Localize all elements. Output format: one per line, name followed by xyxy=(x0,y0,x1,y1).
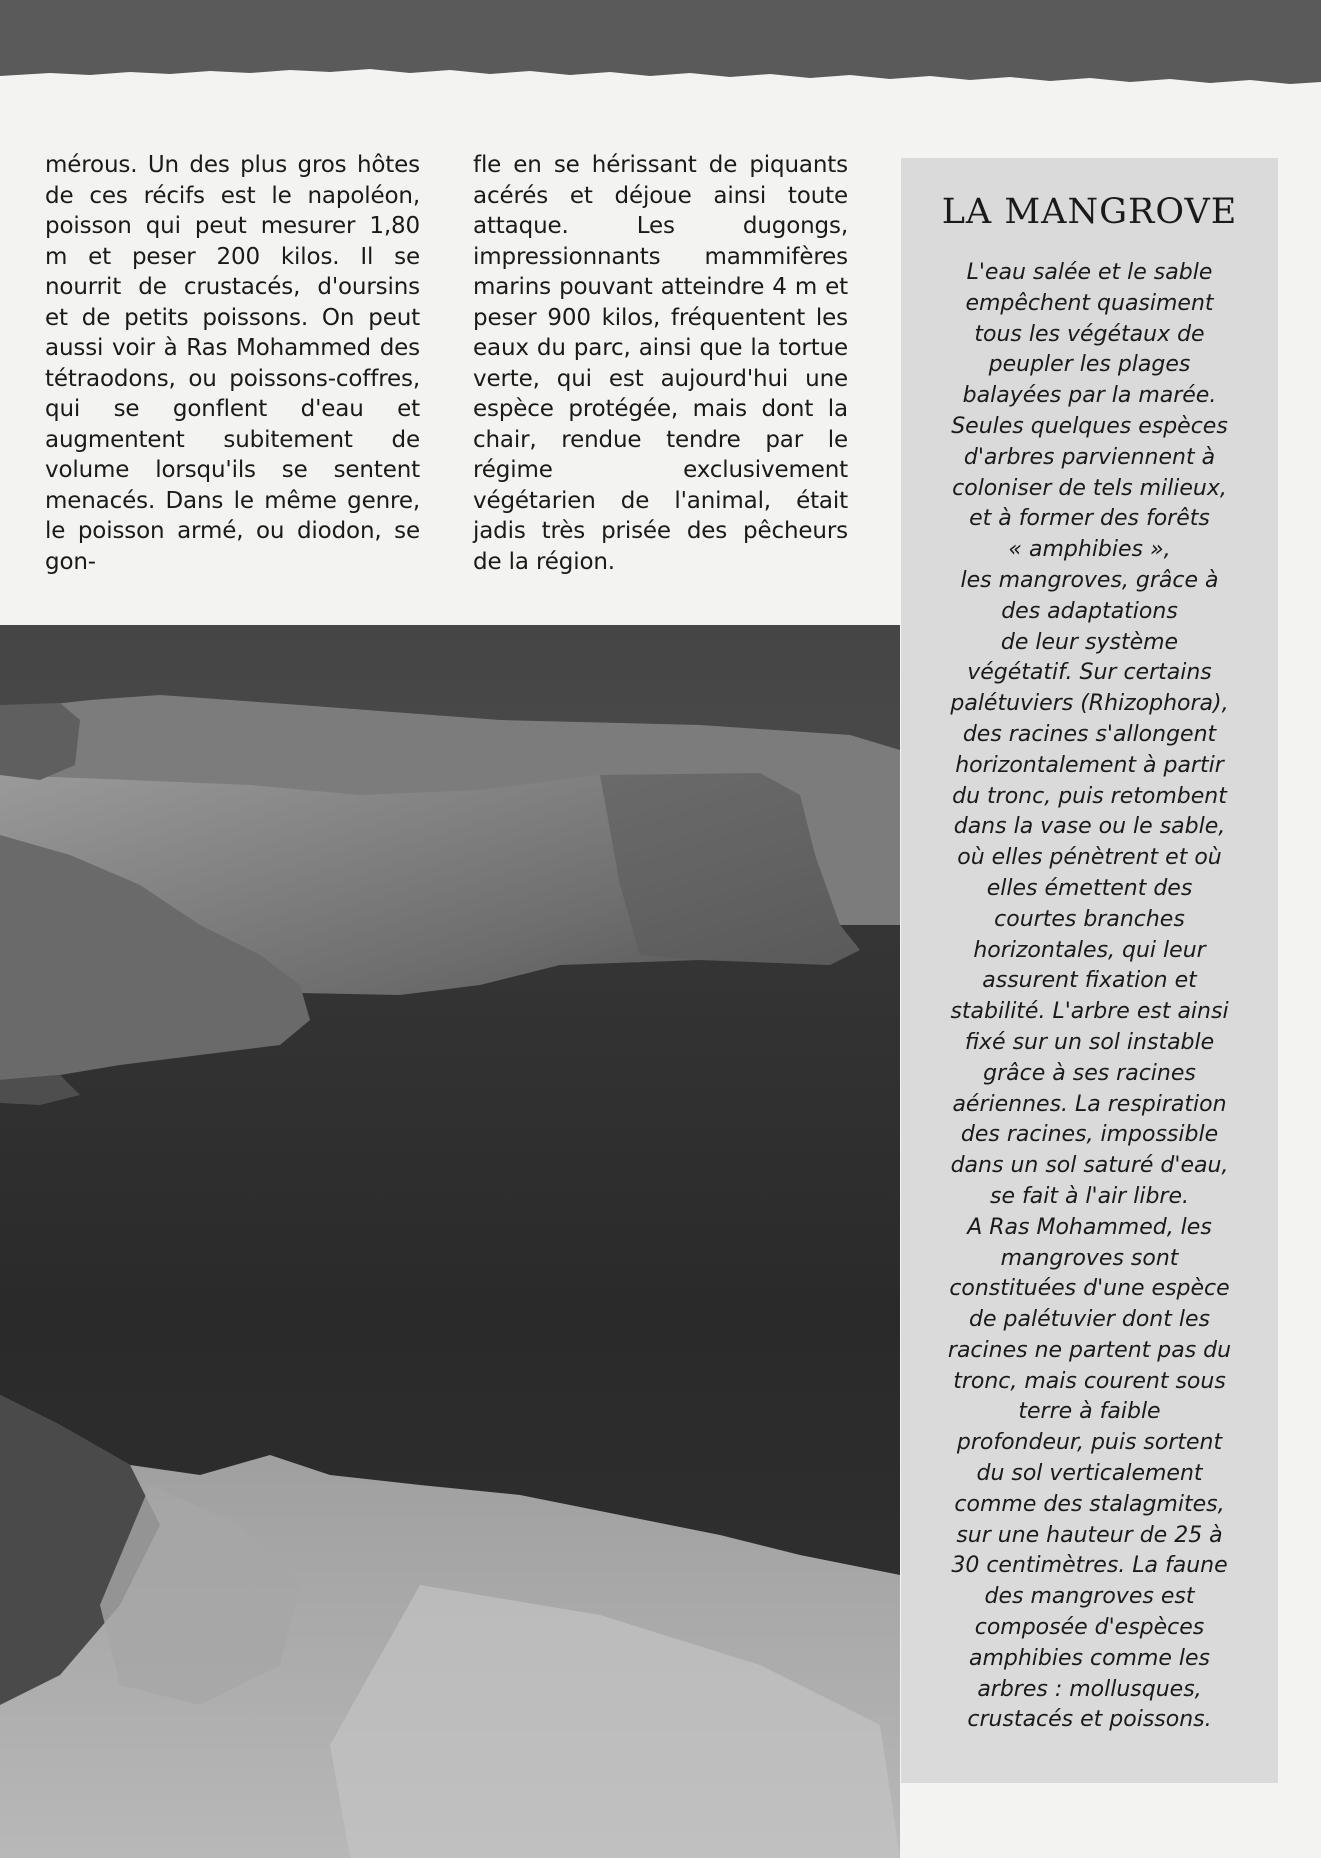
torn-paper-header-band xyxy=(0,0,1321,90)
sidebar-title: LA MANGROVE xyxy=(941,192,1238,232)
article-column-2: fle en se hérissant de piquants acérés et déjoue ainsi toute attaque. Les dugongs, impressionnants mammifères marins pouvant atteindre 4 m et peser 900 kilos, fréquentent les eaux du parc, ainsi que la tortue verte, qui est aujourd'hui une espèce protégée, mais dont la chair, rendue tendre par le régime exclusivement végétarien de l'animal, était jadis très prisée des pêcheurs de la région. xyxy=(473,152,848,575)
sidebar-body: L'eau salée et le sable empêchent quasiment tous les végétaux de peupler les plages balayées par la marée. Seules quelques espèces d'arbres parviennent à coloniser de tels milieux, et à former des forêts « amphibies », les mangroves, grâce à des adaptations de leur système végétatif. Sur certains palétuviers (Rhizophora), des racines s'allongent horizontalement à partir du tronc, puis retombent dans la vase ou le sable, où elles pénètrent et où elles émettent des courtes branches horizontales, qui leur assurent fixation et stabilité. L'arbre est ainsi fixé sur un sol instable grâce à ses racines aériennes. La respiration des racines, impossible dans un sol saturé d'eau, se fait à l'air libre. A Ras Mohammed, les mangroves sont constituées d'une espèce de palétuvier dont les racines ne partent pas du tronc, mais courent sous terre à faible profondeur, puis sortent du sol verticalement comme des stalagmites, sur une hauteur de 25 à 30 centimètres. La faune des mangroves est composée d'espèces amphibies comme les arbres : mollusques, crustacés et poissons. xyxy=(947,260,1232,1733)
article-column-1: mérous. Un des plus gros hôtes de ces récifs est le napoléon, poisson qui peut mesurer 1,80 m et peser 200 kilos. Il se nourrit de crustacés, d'oursins et de petits poissons. On peut aussi voir à Ras Mohammed des tétraodons, ou poissons-coffres, qui se gonflent d'eau et augmentent subitement de volume lorsqu'ils se sentent menacés. Dans le même genre, le poisson armé, ou diodon, se gon- xyxy=(45,152,420,575)
ras-mohammed-coast-photo xyxy=(0,625,900,1858)
mangrove-sidebar xyxy=(901,158,1278,1783)
